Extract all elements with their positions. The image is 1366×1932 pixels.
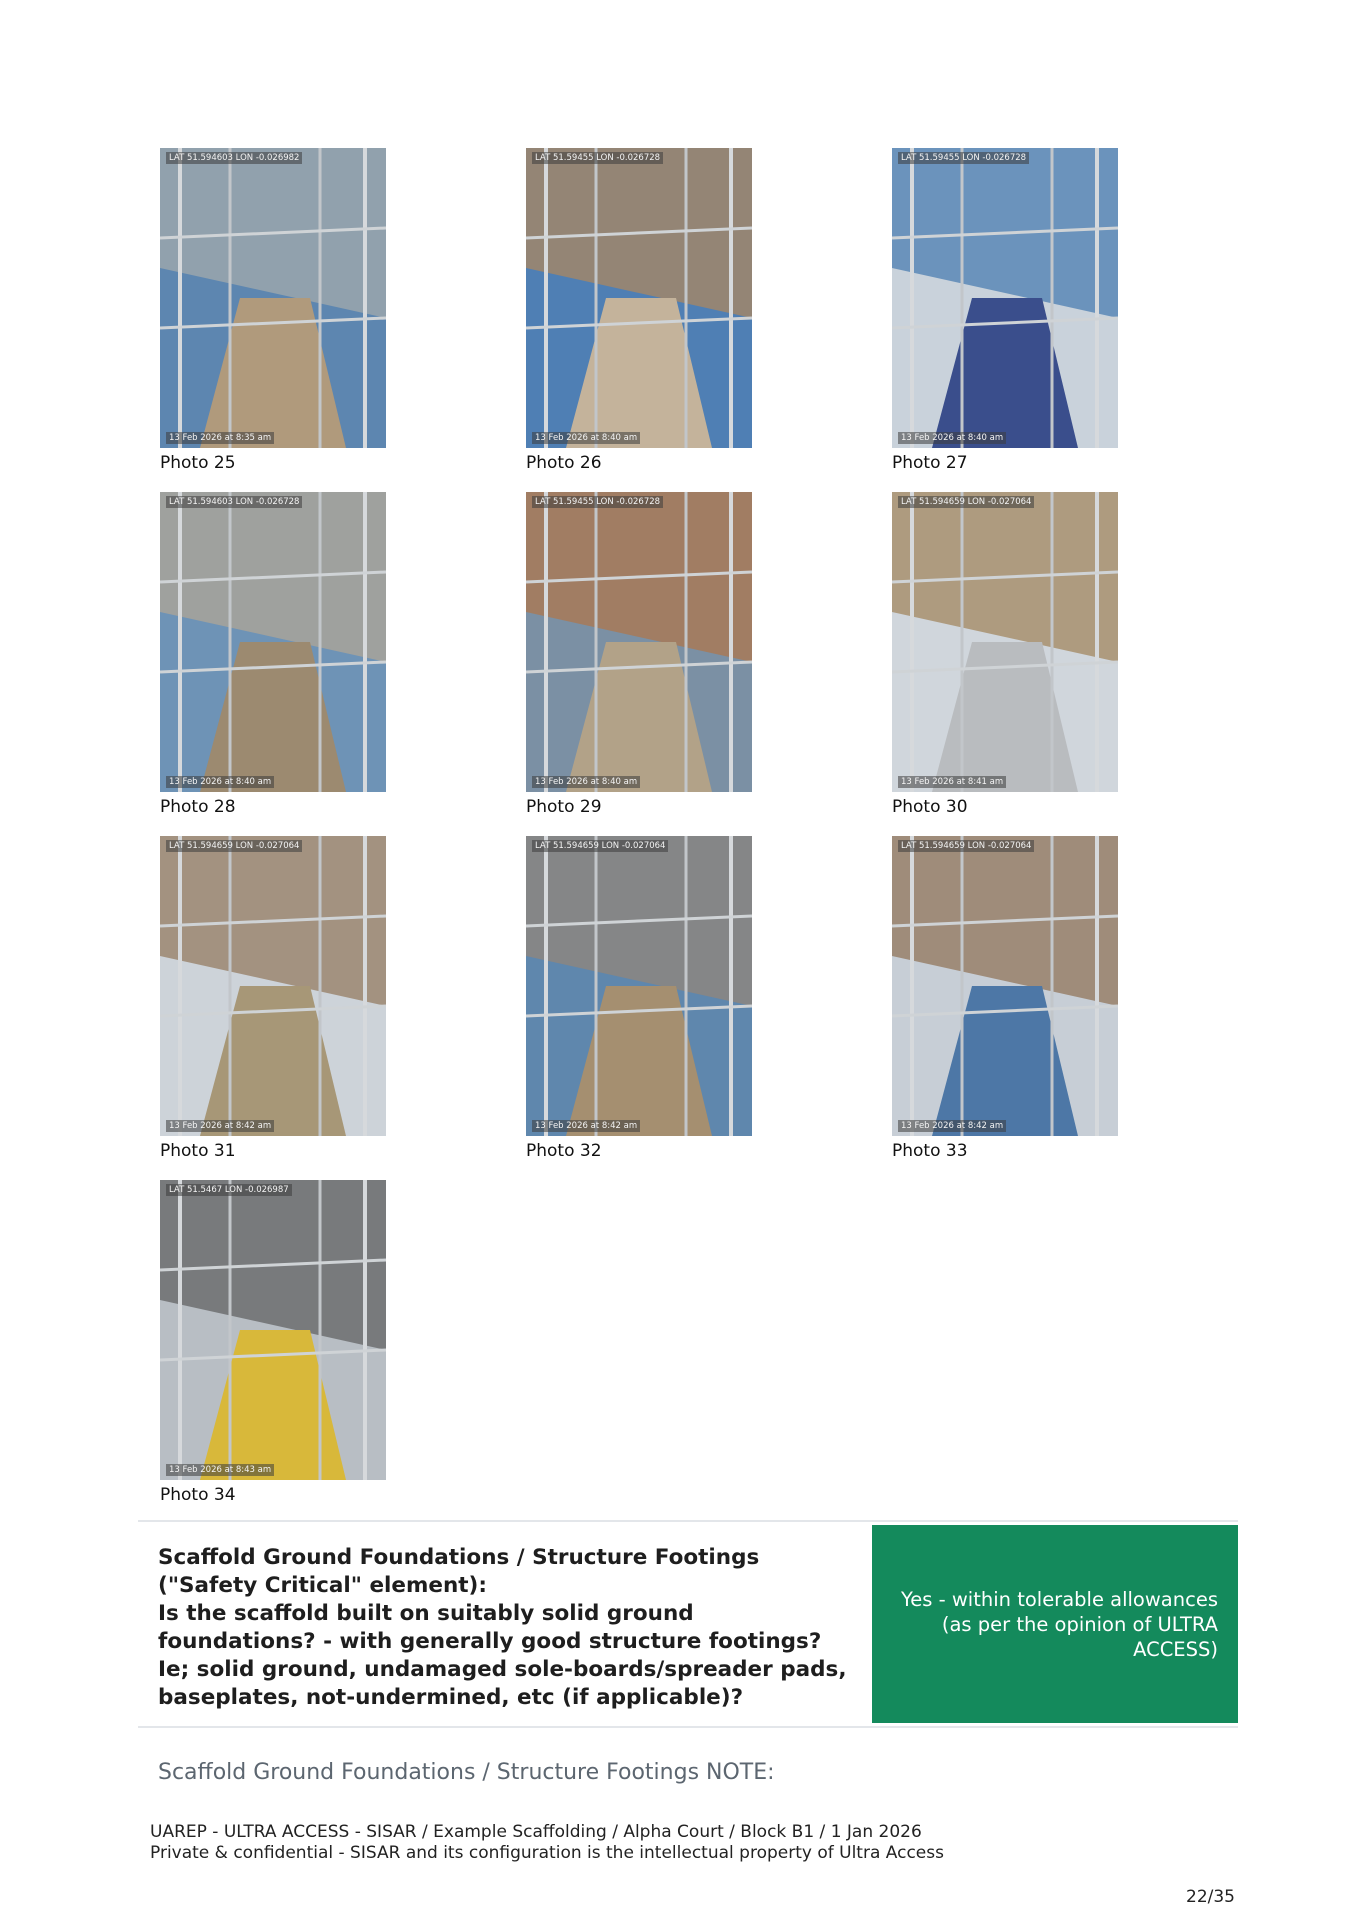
photo-date-stamp: 13 Feb 2026 at 8:40 am [166, 776, 274, 788]
page-number: 22/35 [1186, 1887, 1235, 1907]
photo-caption: Photo 28 [160, 797, 236, 817]
photo-date-stamp: 13 Feb 2026 at 8:40 am [532, 776, 640, 788]
photo-gps-stamp: LAT 51.594603 LON -0.026982 [166, 152, 302, 164]
photo-caption: Photo 29 [526, 797, 602, 817]
scaffold-gate-photo [892, 492, 1118, 792]
photo-date-stamp: 13 Feb 2026 at 8:40 am [898, 432, 1006, 444]
photo-card [160, 492, 390, 817]
photo-date-stamp: 13 Feb 2026 at 8:42 am [166, 1120, 274, 1132]
photo-gps-stamp: LAT 51.5467 LON -0.026987 [166, 1184, 292, 1196]
photo-date-stamp: 13 Feb 2026 at 8:42 am [898, 1120, 1006, 1132]
scaffold-roof-photo [160, 836, 386, 1136]
footer-line-1: UAREP - ULTRA ACCESS - SISAR / Example Scaffolding / Alpha Court / Block B1 / 1 Jan 2026 [150, 1822, 922, 1842]
photo-card [526, 148, 756, 473]
footer-line-2: Private & confidential - SISAR and its configuration is the intellectual property of Ultra Access [150, 1843, 944, 1863]
photo-gps-stamp: LAT 51.59455 LON -0.026728 [898, 152, 1029, 164]
photo-card [526, 836, 756, 1161]
scaffold-walkway-photo [160, 148, 386, 448]
photo-date-stamp: 13 Feb 2026 at 8:40 am [532, 432, 640, 444]
scaffold-walkway-photo [160, 492, 386, 792]
scaffold-roof-photo [892, 836, 1118, 1136]
photo-card [160, 148, 390, 473]
question-top-rule [138, 1520, 1238, 1522]
photo-date-stamp: 13 Feb 2026 at 8:35 am [166, 432, 274, 444]
photo-card [160, 1180, 390, 1505]
photo-gps-stamp: LAT 51.59455 LON -0.026728 [532, 152, 663, 164]
photo-gps-stamp: LAT 51.594659 LON -0.027064 [532, 840, 668, 852]
photo-gps-stamp: LAT 51.59455 LON -0.026728 [532, 496, 663, 508]
photo-card [892, 492, 1122, 817]
question-text: Scaffold Ground Foundations / Structure Footings ("Safety Critical" element): Is the scaffold built on suitably solid ground foundations? - with generally good structure footings? Ie; solid ground, undamaged sole-boards/spreader pads, baseplates, not-undermined, etc (if applicable)? [158, 1545, 847, 1710]
photo-caption: Photo 33 [892, 1141, 968, 1161]
photo-card [892, 836, 1122, 1161]
scaffold-ladder-photo [160, 1180, 386, 1480]
scaffold-walkway-photo [526, 492, 752, 792]
scaffold-tower-photo [892, 148, 1118, 448]
photo-caption: Photo 27 [892, 453, 968, 473]
answer-text: Yes - within tolerable allowances (as per the opinion of ULTRA ACCESS) [900, 1587, 1218, 1661]
photo-card [160, 836, 390, 1161]
photo-gps-stamp: LAT 51.594603 LON -0.026728 [166, 496, 302, 508]
photo-date-stamp: 13 Feb 2026 at 8:42 am [532, 1120, 640, 1132]
photo-gps-stamp: LAT 51.594659 LON -0.027064 [166, 840, 302, 852]
photo-gps-stamp: LAT 51.594659 LON -0.027064 [898, 840, 1034, 852]
photo-card [892, 148, 1122, 473]
photo-caption: Photo 32 [526, 1141, 602, 1161]
scaffold-deck-photo [526, 148, 752, 448]
photo-date-stamp: 13 Feb 2026 at 8:41 am [898, 776, 1006, 788]
question-bottom-rule [138, 1726, 1238, 1728]
scaffold-walkway-photo [526, 836, 752, 1136]
answer-badge [872, 1525, 1238, 1723]
photo-date-stamp: 13 Feb 2026 at 8:43 am [166, 1464, 274, 1476]
footer [150, 1822, 944, 1864]
photo-caption: Photo 34 [160, 1485, 236, 1505]
photo-card [526, 492, 756, 817]
photo-caption: Photo 26 [526, 453, 602, 473]
note-label: Scaffold Ground Foundations / Structure Footings NOTE: [158, 1760, 775, 1785]
photo-gps-stamp: LAT 51.594659 LON -0.027064 [898, 496, 1034, 508]
photo-caption: Photo 30 [892, 797, 968, 817]
photo-caption: Photo 25 [160, 453, 236, 473]
photo-caption: Photo 31 [160, 1141, 236, 1161]
